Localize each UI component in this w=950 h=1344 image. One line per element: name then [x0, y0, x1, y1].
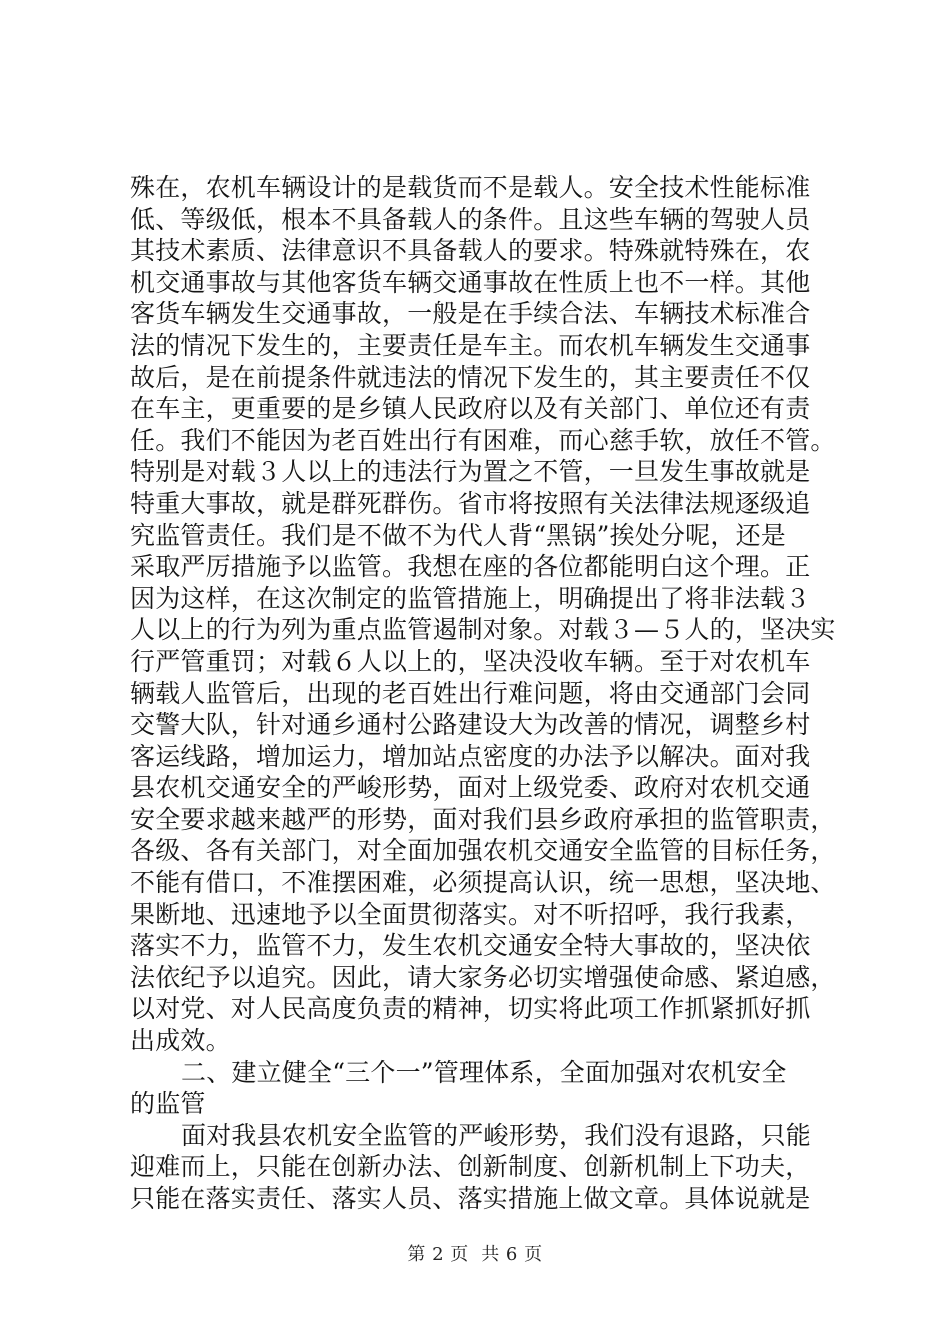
text-line: 殊在，农机车辆设计的是载货而不是载人。安全技术性能标准	[130, 173, 811, 202]
text-line: 故后，是在前提条件就违法的情况下发生的，其主要责任不仅	[130, 362, 811, 392]
text-line: 落实不力，监管不力，发生农机交通安全特大事故的，坚决依	[130, 931, 811, 961]
text-line: 出成效。	[130, 1026, 231, 1056]
text-line: 客运线路，增加运力，增加站点密度的办法予以解决。面对我	[130, 741, 811, 771]
text-line: 安全要求越来越严的形势，面对我们县乡政府承担的监管职责，	[130, 804, 836, 834]
text-line: 以对党、对人民高度负责的精神，切实将此项工作抓紧抓好抓	[130, 994, 811, 1024]
text-line: 辆载人监管后，出现的老百姓出行难问题，将由交通部门会同	[130, 678, 811, 708]
text-line: 果断地、迅速地予以全面贯彻落实。对不听招呼，我行我素，	[130, 899, 811, 929]
text-line: 不能有借口，不准摆困难，必须提高认识，统一思想，坚决地、	[130, 868, 836, 898]
text-line: 因为这样，在这次制定的监管措施上，明确提出了将非法载３	[130, 583, 811, 613]
text-line: 各级、各有关部门，对全面加强农机交通安全监管的目标任务，	[130, 836, 836, 866]
text-line: 采取严厉措施予以监管。我想在座的各位都能明白这个理。正	[130, 552, 811, 582]
text-line: 法的情况下发生的，主要责任是车主。而农机车辆发生交通事	[130, 330, 811, 360]
text-line: 县农机交通安全的严峻形势，面对上级党委、政府对农机交通	[130, 773, 811, 803]
text-line: 机交通事故与其他客货车辆交通事故在性质上也不一样。其他	[130, 267, 811, 297]
text-line: 在车主，更重要的是乡镇人民政府以及有关部门、单位还有责	[130, 394, 811, 424]
text-line: 低、等级低，根本不具备载人的条件。且这些车辆的驾驶人员	[130, 204, 811, 234]
page-number-label: 第 2 页 共 6 页	[407, 1244, 543, 1265]
text-line: 面对我县农机安全监管的严峻形势，我们没有退路，只能	[181, 1120, 812, 1150]
text-line: 二、建立健全“三个一”管理体系，全面加强对农机安全	[181, 1057, 787, 1087]
document-body	[130, 172, 836, 1215]
text-line: 交警大队，针对通乡通村公路建设大为改善的情况，调整乡村	[130, 710, 811, 740]
text-line: 的监管	[130, 1089, 206, 1119]
text-line: 只能在落实责任、落实人员、落实措施上做文章。具体说就是	[130, 1184, 811, 1213]
text-line: 究监管责任。我们是不做不为代人背“黑锅”挨处分呢，还是	[130, 520, 786, 550]
text-line: 迎难而上，只能在创新办法、创新制度、创新机制上下功夫，	[130, 1152, 811, 1182]
text-line: 法依纪予以追究。因此，请大家务必切实增强使命感、紧迫感，	[130, 962, 836, 992]
text-line: 任。我们不能因为老百姓出行有困难，而心慈手软，放任不管。	[130, 425, 836, 455]
text-line: 特重大事故，就是群死群伤。省市将按照有关法律法规逐级追	[130, 488, 811, 518]
text-line: 特别是对载３人以上的违法行为置之不管，一旦发生事故就是	[130, 457, 811, 487]
text-line: 客货车辆发生交通事故，一般是在手续合法、车辆技术标准合	[130, 299, 811, 329]
text-line: 人以上的行为列为重点监管遏制对象。对载３—５人的，坚决实	[130, 615, 836, 645]
text-line: 行严管重罚；对载６人以上的，坚决没收车辆。至于对农机车	[130, 646, 811, 676]
text-line: 其技术素质、法律意识不具备载人的要求。特殊就特殊在，农	[130, 236, 811, 266]
page-footer	[0, 1240, 950, 1266]
